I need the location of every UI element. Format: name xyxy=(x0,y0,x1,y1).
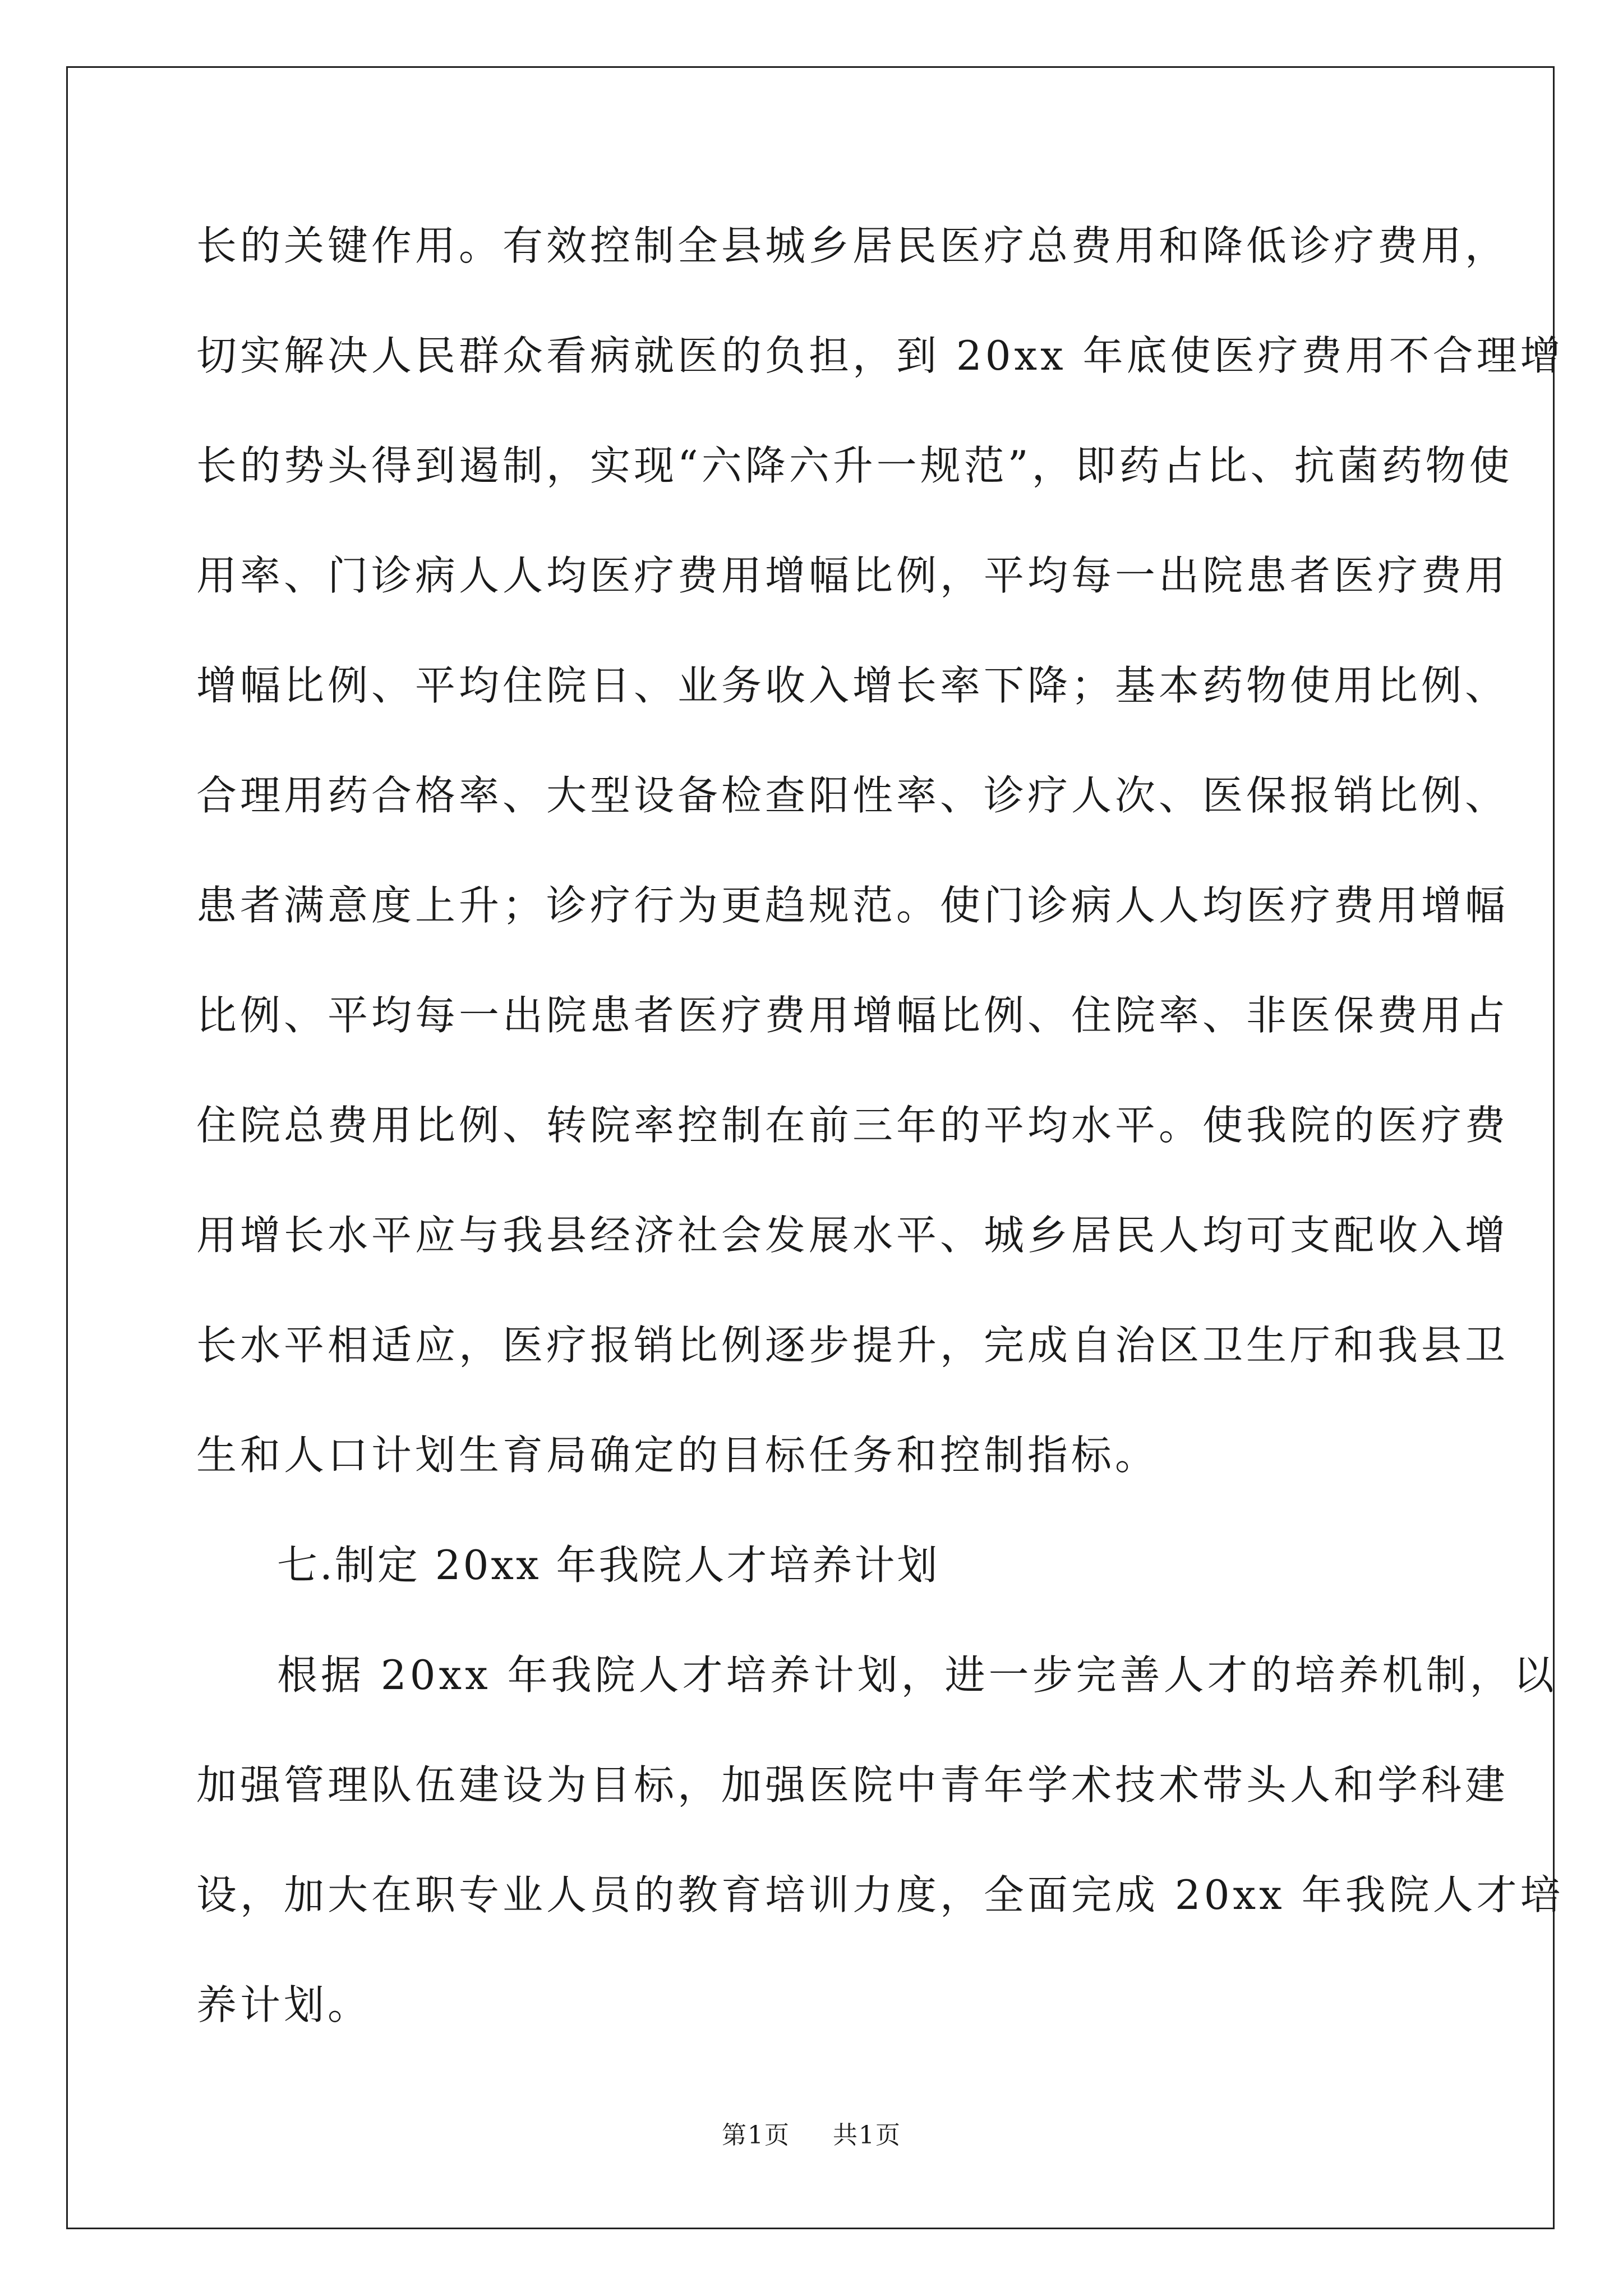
paragraph-talent-plan xyxy=(196,1620,1564,2060)
text-line: 增幅比例、平均住院日、业务收入增长率下降；基本药物使用比例、 xyxy=(196,662,1509,709)
text-line: 养计划。 xyxy=(196,1981,372,2028)
text-line: 用增长水平应与我县经济社会发展水平、城乡居民人均可支配收入增 xyxy=(196,1212,1509,1259)
text-line: 切实解决人民群众看病就医的负担，到 20xx 年底使医疗费用不合理增 xyxy=(196,332,1564,379)
text-line: 合理用药合格率、大型设备检查阳性率、诊疗人次、医保报销比例、 xyxy=(196,772,1509,819)
text-line: 长水平相适应，医疗报销比例逐步提升，完成自治区卫生厅和我县卫 xyxy=(196,1322,1509,1369)
paragraph-cost-control xyxy=(196,191,1564,1510)
text-line: 患者满意度上升；诊疗行为更趋规范。使门诊病人人均医疗费用增幅 xyxy=(196,882,1509,929)
text-line: 设，加大在职专业人员的教育培训力度，全面完成 20xx 年我院人才培 xyxy=(196,1871,1564,1918)
page-number: 第1页 xyxy=(722,2121,790,2150)
section-heading: 七.制定 20xx 年我院人才培养计划 xyxy=(277,1542,940,1589)
text-line: 比例、平均每一出院患者医疗费用增幅比例、住院率、非医保费用占 xyxy=(196,992,1509,1039)
text-line: 生和人口计划生育局确定的目标任务和控制指标。 xyxy=(196,1432,1159,1479)
text-line: 长的势头得到遏制，实现“六降六升一规范”，即药占比、抗菌药物使 xyxy=(196,442,1513,489)
text-line: 住院总费用比例、转院率控制在前三年的平均水平。使我院的医疗费 xyxy=(196,1102,1509,1149)
text-line: 根据 20xx 年我院人才培养计划，进一步完善人才的培养机制，以 xyxy=(277,1651,1557,1699)
document-body xyxy=(196,191,1564,2060)
text-line: 加强管理队伍建设为目标，加强医院中青年学术技术带头人和学科建 xyxy=(196,1761,1509,1809)
page-footer xyxy=(0,2115,1623,2151)
text-line: 用率、门诊病人人均医疗费用增幅比例，平均每一出院患者医疗费用 xyxy=(196,552,1509,599)
text-line: 长的关键作用。有效控制全县城乡居民医疗总费用和降低诊疗费用， xyxy=(196,222,1509,269)
page-total: 共1页 xyxy=(833,2121,901,2150)
